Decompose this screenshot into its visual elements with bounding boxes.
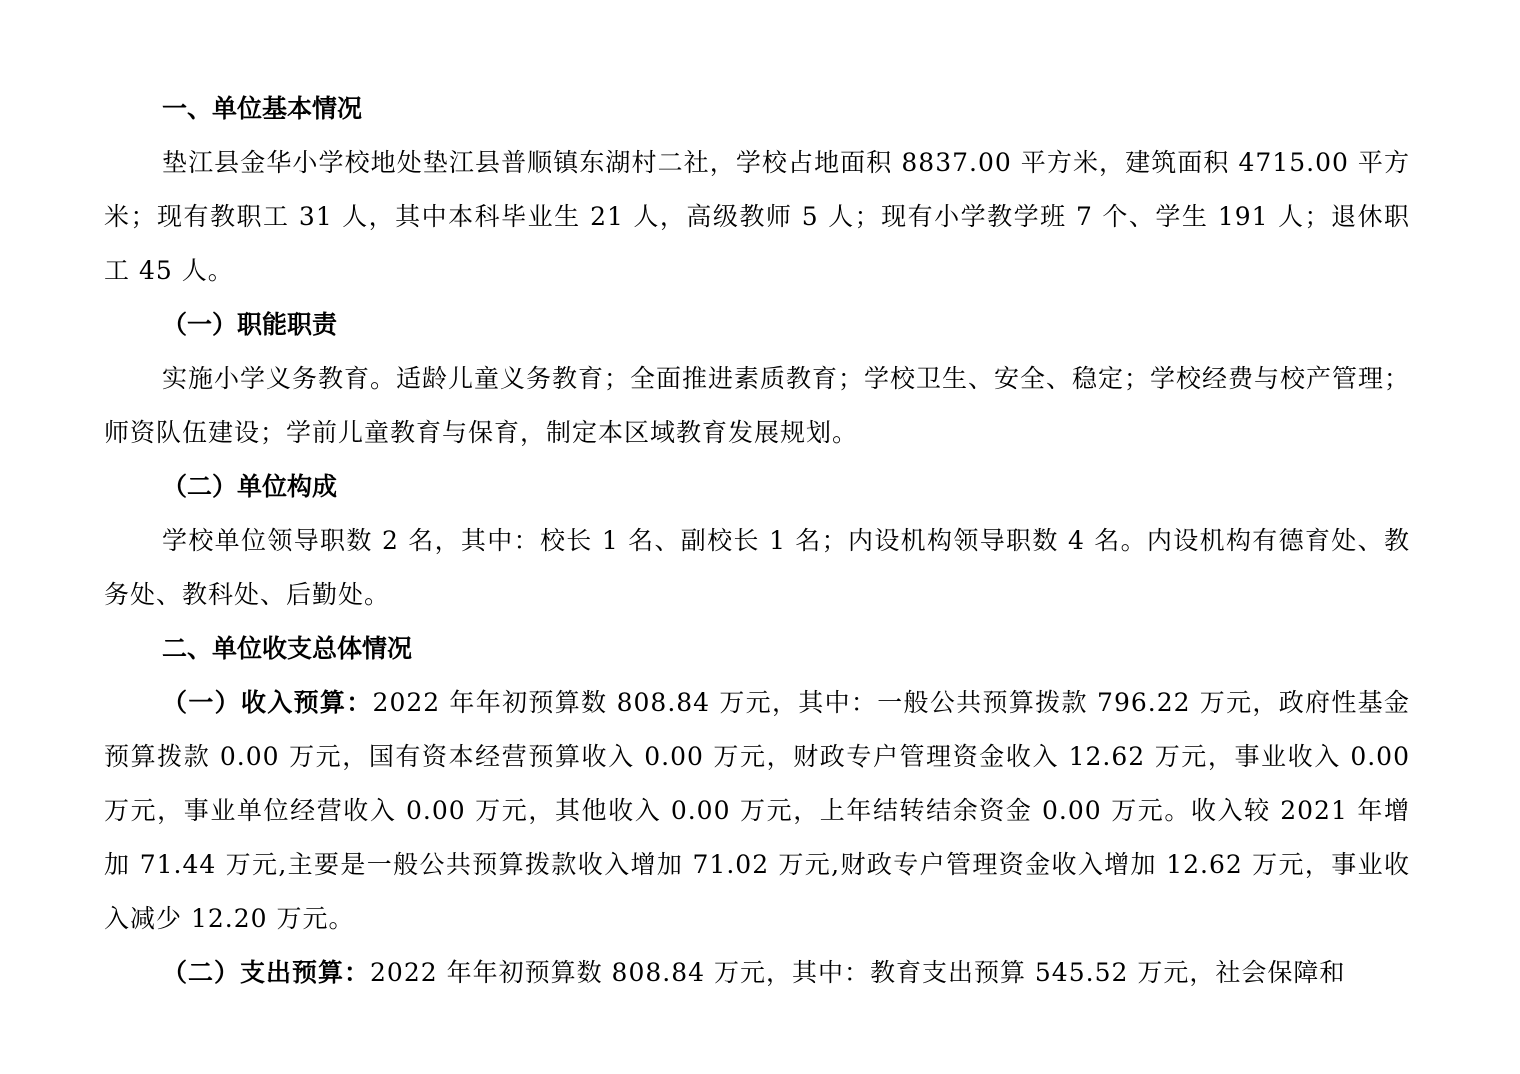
paragraph-income-budget: [104, 676, 1410, 946]
subheading-composition: （二）单位构成: [162, 472, 338, 501]
income-budget-label: （一）收入预算：: [162, 688, 373, 717]
paragraph-expense-budget: [104, 946, 1410, 1000]
income-budget-text: 2022 年年初预算数 808.84 万元，其中：一般公共预算拨款 796.22 万元，政府性基金预算拨款 0.00 万元，国有资本经营预算收入 0.00 万元，财政专户管理资金收入 12.62 万元，事业收入 0.00 万元，事业单位经营收入 0.00 万元，其他收入 0.00 万元，上年结转结余资金 0.00 万元。收入较 2021 年增加 71.44 万元,主要是一般公共预算拨款收入增加 71.02 万元,财政专户管理资金收入增加 12.62 万元，事业收入减少 12.20 万元。: [104, 688, 1410, 933]
paragraph-composition: 学校单位领导职数 2 名，其中：校长 1 名、副校长 1 名；内设机构领导职数 4 名。内设机构有德育处、教务处、教科处、后勤处。: [104, 526, 1410, 609]
section-heading-basic-info: 一、单位基本情况: [162, 94, 363, 123]
subheading-duties: （一）职能职责: [162, 310, 338, 339]
paragraph-basic-info: 垫江县金华小学校地处垫江县普顺镇东湖村二社，学校占地面积 8837.00 平方米，建筑面积 4715.00 平方米；现有教职工 31 人，其中本科毕业生 21 人，高级教师 5 人；现有小学教学班 7 个、学生 191 人；退休职工 45 人。: [104, 148, 1410, 285]
document-page: [104, 82, 1410, 1000]
expense-budget-text: 2022 年年初预算数 808.84 万元，其中：教育支出预算 545.52 万元，社会保障和: [370, 958, 1346, 987]
expense-budget-label: （二）支出预算：: [162, 958, 371, 987]
section-heading-budget-overview: 二、单位收支总体情况: [162, 634, 413, 663]
paragraph-duties: 实施小学义务教育。适龄儿童义务教育；全面推进素质教育；学校卫生、安全、稳定；学校经费与校产管理；师资队伍建设；学前儿童教育与保育，制定本区域教育发展规划。: [104, 364, 1411, 447]
